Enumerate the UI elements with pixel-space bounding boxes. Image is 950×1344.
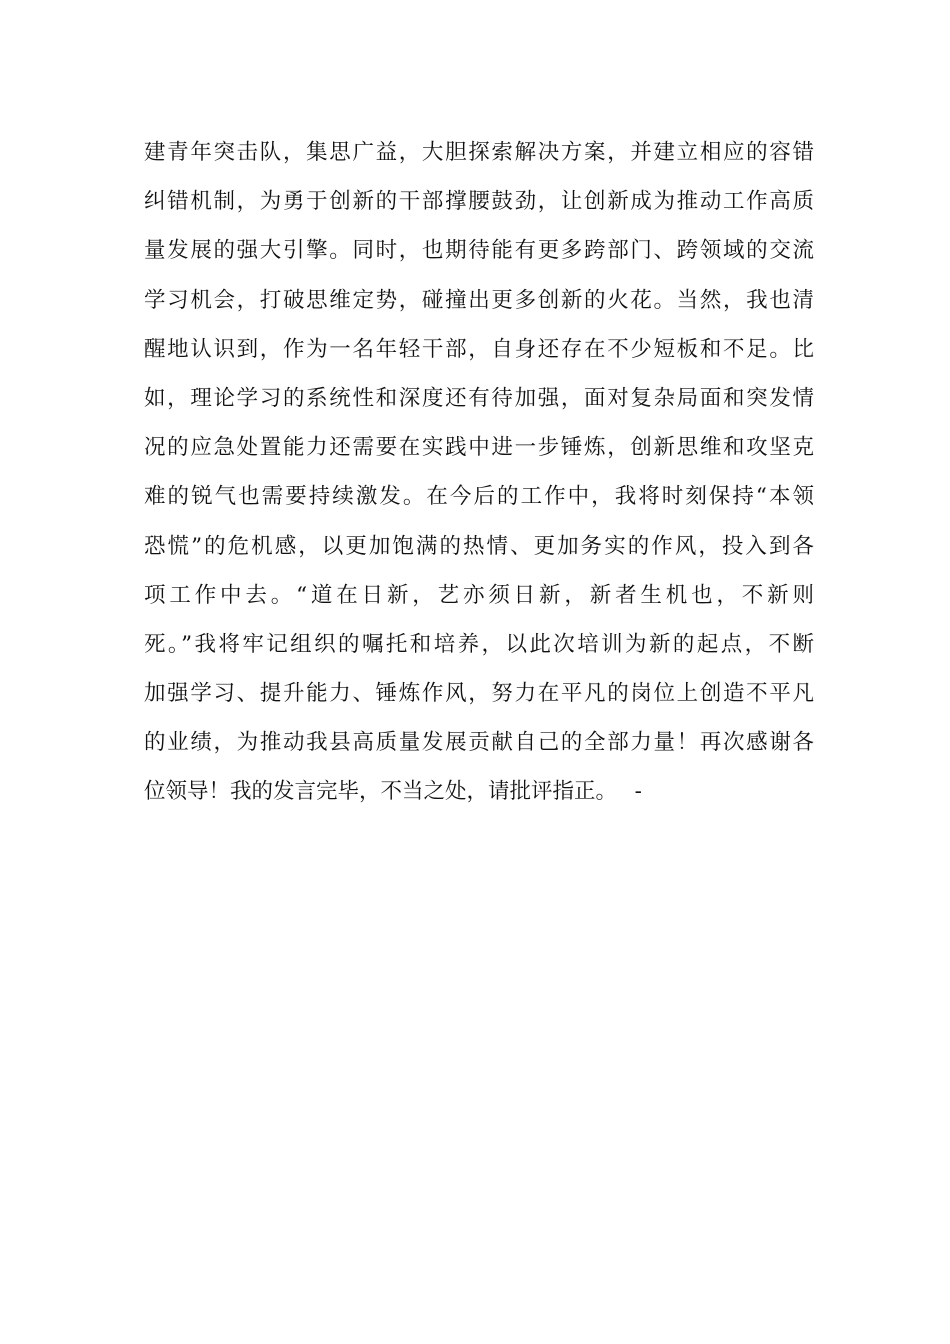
text-line-9: 恐慌”的危机感，以更加饱满的热情、更加务实的作风，投入到各 bbox=[144, 533, 814, 559]
text-line-13: 的业绩，为推动我县高质量发展贡献自己的全部力量！再次感谢各 bbox=[144, 730, 814, 756]
text-line-2: 纠错机制，为勇于创新的干部撑腰鼓劲，让创新成为推动工作高质 bbox=[144, 189, 814, 215]
text-line-11: 死。”我将牢记组织的嘱托和培养，以此次培训为新的起点，不断 bbox=[144, 631, 814, 657]
text-line-14: 位领导！我的发言完毕，不当之处，请批评指正。 - bbox=[144, 779, 642, 805]
text-line-8: 难的锐气也需要持续激发。在今后的工作中，我将时刻保持“本领 bbox=[144, 484, 814, 510]
text-line-7: 况的应急处置能力还需要在实践中进一步锤炼，创新思维和攻坚克 bbox=[144, 435, 814, 461]
text-line-3: 量发展的强大引擎。同时，也期待能有更多跨部门、跨领域的交流 bbox=[144, 238, 814, 264]
body-paragraph bbox=[144, 128, 814, 817]
text-line-6: 如，理论学习的系统性和深度还有待加强，面对复杂局面和突发情 bbox=[144, 385, 814, 411]
text-line-5: 醒地认识到，作为一名年轻干部，自身还存在不少短板和不足。比 bbox=[144, 336, 814, 362]
text-line-4: 学习机会，打破思维定势，碰撞出更多创新的火花。当然，我也清 bbox=[144, 287, 814, 313]
text-line-1: 建青年突击队，集思广益，大胆探索解决方案，并建立相应的容错 bbox=[144, 140, 814, 165]
text-line-10: 项工作中去。“道在日新，艺亦须日新，新者生机也，不新则 bbox=[144, 582, 814, 608]
text-line-12: 加强学习、提升能力、锤炼作风，努力在平凡的岗位上创造不平凡 bbox=[144, 681, 814, 707]
